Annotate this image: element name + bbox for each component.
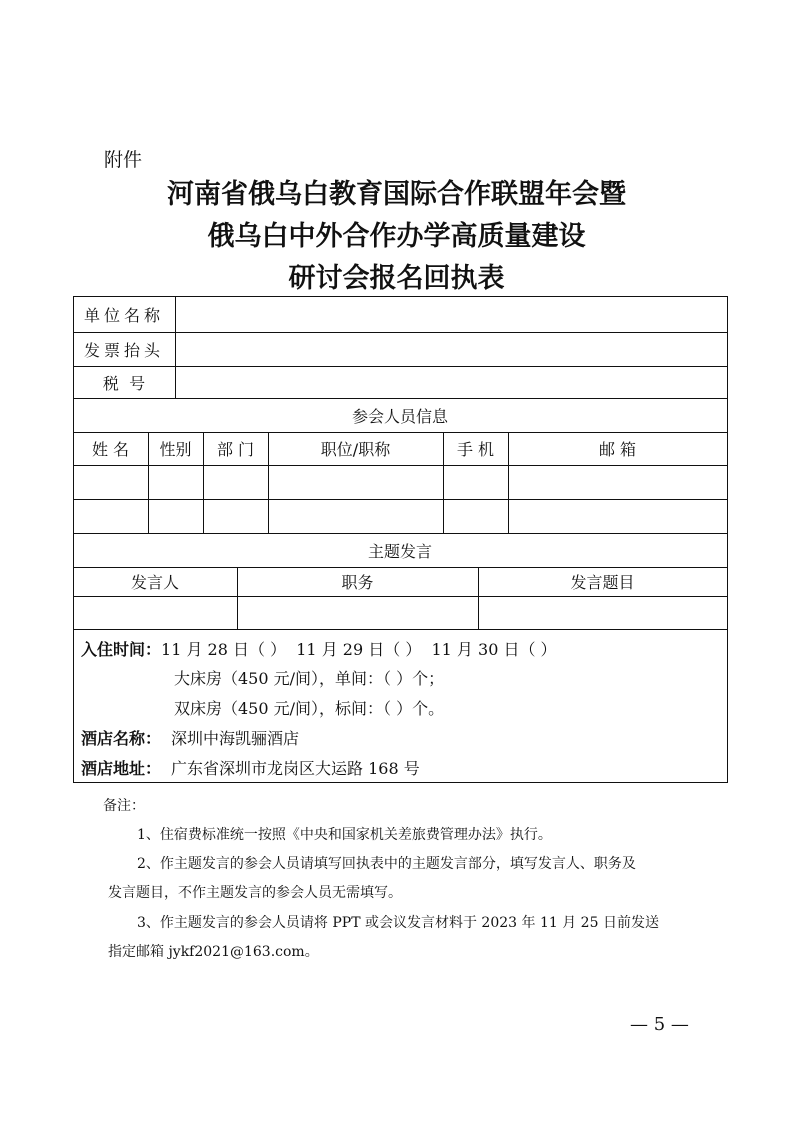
invoice-title-label: 发票抬头 [83,340,164,360]
checkin-dates[interactable]: 11 月 28 日（ ） 11 月 29 日（ ） 11 月 30 日（ ） [161,640,557,659]
note-item-2-line-2: 发言题目，不作主题发言的参会人员无需填写。 [108,885,402,901]
attachment-label: 附件 [104,149,143,171]
page-number: — 5 — [630,1014,689,1035]
big-bed-room-line[interactable]: 大床房（450 元/间），单间：（ ）个； [174,669,445,688]
row-line [73,629,727,630]
col-name-header: 姓 名 [91,440,130,459]
col-gender-header: 性别 [159,440,192,459]
table-border-right [727,296,728,782]
attendee-row-1[interactable] [74,466,727,499]
note-item-2-line-1: 2、作主题发言的参会人员请填写回执表中的主题发言部分，填写发言人、职务及 [137,856,636,872]
checkin-time-row [81,637,557,660]
notes-label: 备注： [103,798,145,814]
speech-section-label: 主题发言 [367,541,432,561]
hotel-address-label: 酒店地址： [81,759,162,778]
speech-row-1[interactable] [74,597,727,629]
registration-form-table [73,296,727,782]
col-phone-header: 手 机 [456,440,495,459]
checkin-label: 入住时间： [81,640,162,659]
col-speaker-header: 发言人 [130,573,179,592]
note-item-1: 1、住宿费标准统一按照《中央和国家机关差旅费管理办法》执行。 [137,827,552,843]
unit-name-label: 单位名称 [83,305,164,325]
col-title-header: 职务 [341,573,374,592]
col-department-header: 部 门 [216,440,255,459]
document-title-line-2: 俄乌白中外合作办学高质量建设 [207,221,586,252]
tax-number-field[interactable] [176,367,726,397]
col-position-header: 职位/职称 [320,440,391,459]
attendee-row-2[interactable] [74,500,727,533]
note-item-3-line-2: 指定邮箱 jykf2021@163.com。 [108,944,319,960]
twin-bed-room-line[interactable]: 双床房（450 元/间），标间：（ ）个。 [174,699,445,718]
invoice-title-field[interactable] [176,333,726,365]
hotel-address-value: 广东省深圳市龙岗区大运路 168 号 [171,759,420,778]
document-title-line-1: 河南省俄乌白教育国际合作联盟年会暨 [167,179,626,210]
hotel-name-value: 深圳中海凯骊酒店 [171,729,300,748]
note-item-3-line-1: 3、作主题发言的参会人员请将 PPT 或会议发言材料于 2023 年 11 月 25 日前发送 [137,915,659,931]
document-title-line-3: 研讨会报名回执表 [288,263,505,294]
attendee-section-label: 参会人员信息 [351,406,448,426]
col-email-header: 邮 箱 [598,440,637,459]
tax-number-label: 税 号 [102,373,146,393]
table-border-bottom [73,782,728,783]
hotel-name-label: 酒店名称： [81,729,162,748]
hotel-address-row [81,756,420,779]
col-topic-header: 发言题目 [570,573,635,592]
hotel-name-row [81,726,299,749]
unit-name-field[interactable] [176,297,726,331]
